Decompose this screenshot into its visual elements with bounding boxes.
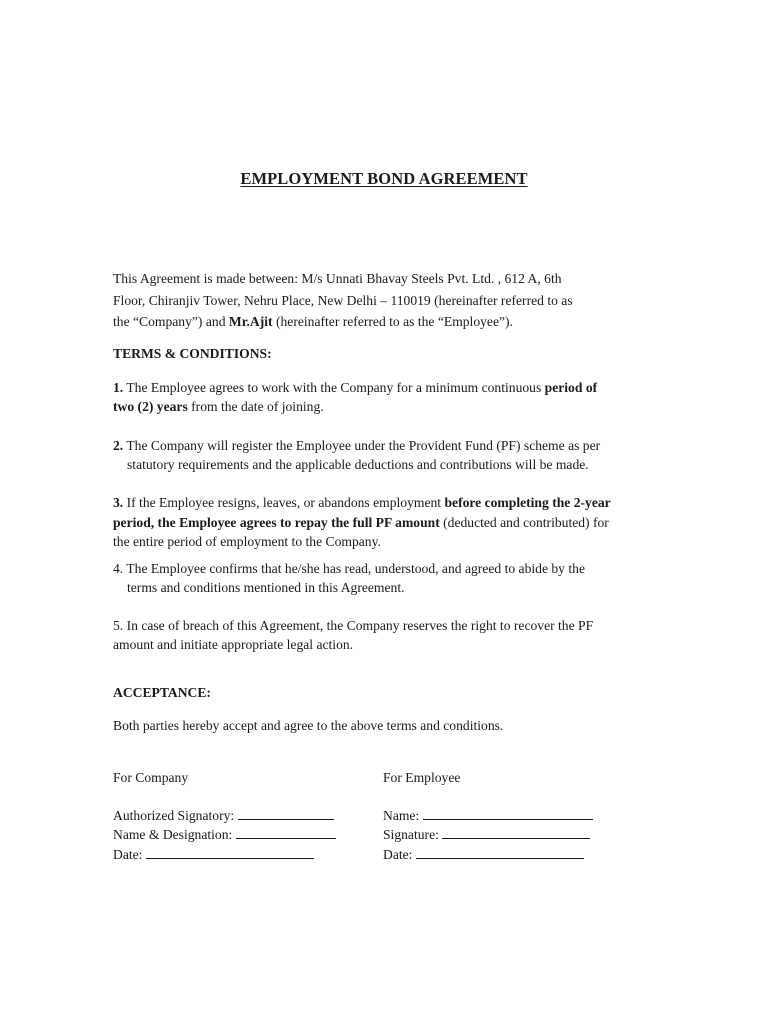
clause-text: If the Employee resigns, leaves, or abandons employment: [123, 495, 445, 510]
signature-line: [416, 846, 584, 859]
company-authorized-signatory: [113, 806, 334, 826]
clause-2-line-2: statutory requirements and the applicable deductions and contributions will be made.: [127, 457, 589, 472]
intro-line-2: Floor, Chiranjiv Tower, Nehru Place, New Delhi – 110019 (hereinafter referred to as: [113, 293, 573, 308]
document-title: EMPLOYMENT BOND AGREEMENT: [240, 169, 528, 188]
clause-4-line-1: 4. The Employee confirms that he/she has read, understood, and agreed to abide by the: [113, 561, 585, 576]
clause-emphasis: before completing the 2-year: [444, 495, 611, 510]
terms-heading: TERMS & CONDITIONS:: [113, 346, 272, 361]
clause-1-line-2: [113, 397, 324, 417]
employee-name-field: [383, 806, 593, 826]
employee-name: Mr.Ajit: [228, 314, 273, 329]
signature-line: [442, 826, 590, 839]
clause-text: from the date of joining.: [187, 399, 324, 414]
clause-3-line-1: [113, 493, 611, 513]
company-name-designation: [113, 825, 336, 845]
clause-number: 3.: [113, 495, 124, 510]
employee-signature-field: [383, 825, 590, 845]
company-date: [113, 845, 314, 865]
clause-text: The Company will register the Employee under the Provident Fund (PF) scheme as per: [123, 438, 601, 453]
intro-line-1: This Agreement is made between: M/s Unnati Bhavay Steels Pvt. Ltd. , 612 A, 6th: [113, 271, 562, 286]
company-heading: For Company: [113, 770, 189, 785]
employee-date-field: [383, 845, 584, 865]
clause-4-line-2: terms and conditions mentioned in this Agreement.: [127, 580, 405, 595]
clause-1-line-1: [113, 378, 597, 398]
clause-emphasis: two (2) years: [113, 399, 188, 414]
intro-text: the “Company”) and: [113, 314, 229, 329]
field-label: Date:: [383, 847, 413, 862]
signature-line: [236, 826, 336, 839]
clause-3-line-2: [113, 513, 609, 533]
intro-line-3: [113, 312, 513, 332]
signature-line: [238, 807, 334, 820]
clause-5-line-2: amount and initiate appropriate legal action.: [113, 637, 354, 652]
clause-3-line-3: the entire period of employment to the Company.: [113, 534, 381, 549]
signature-line: [146, 846, 314, 859]
field-label: Signature:: [383, 827, 439, 842]
field-label: Name:: [383, 808, 420, 823]
clause-2-line-1: [113, 436, 600, 456]
field-label: Name & Designation:: [113, 827, 233, 842]
field-label: Date:: [113, 847, 143, 862]
clause-number: 2.: [113, 438, 124, 453]
clause-text: (deducted and contributed) for: [439, 515, 609, 530]
clause-text: The Employee agrees to work with the Company for a minimum continuous: [123, 380, 545, 395]
clause-emphasis: period of: [544, 380, 598, 395]
acceptance-text: Both parties hereby accept and agree to the above terms and conditions.: [113, 718, 504, 733]
field-label: Authorized Signatory:: [113, 808, 235, 823]
signature-line: [423, 807, 593, 820]
clause-emphasis: period, the Employee agrees to repay the full PF amount: [113, 515, 440, 530]
acceptance-heading: ACCEPTANCE:: [113, 685, 211, 700]
clause-5-line-1: 5. In case of breach of this Agreement, the Company reserves the right to recover the PF: [113, 618, 594, 633]
employee-heading: For Employee: [383, 770, 461, 785]
intro-text: (hereinafter referred to as the “Employee”).: [272, 314, 513, 329]
clause-number: 1.: [113, 380, 124, 395]
